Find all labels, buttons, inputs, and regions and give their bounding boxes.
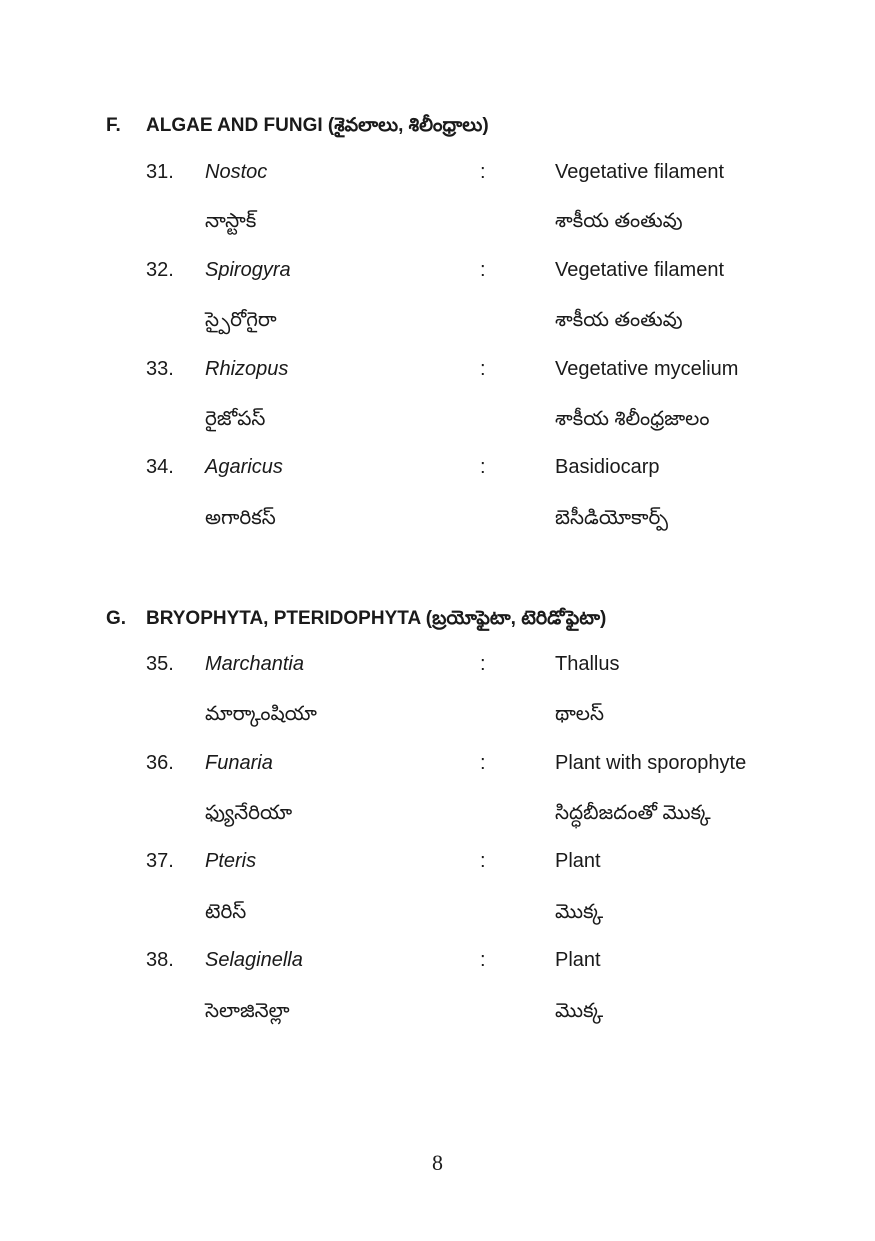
specimen-number: 38.: [146, 949, 174, 971]
specimen-row: [0, 752, 875, 782]
specimen-description-telugu: మొక్క: [555, 1000, 604, 1022]
specimen-name: Pteris: [205, 850, 257, 872]
specimen-description-telugu: శాకీయ శిలీంధ్రజాలం: [555, 408, 710, 430]
specimen-name-telugu: స్పైరోగైరా: [205, 309, 277, 331]
specimen-number: 31.: [146, 161, 174, 183]
specimen-row-telugu: [0, 703, 875, 733]
specimen-name: Selaginella: [205, 949, 303, 971]
specimen-name-telugu: టెరిస్: [205, 901, 247, 923]
specimen-row: [0, 259, 875, 289]
specimen-description-telugu: మొక్క: [555, 901, 604, 923]
specimen-description: Plant: [555, 949, 601, 971]
specimen-row: [0, 161, 875, 191]
specimen-description: Vegetative filament: [555, 161, 724, 183]
separator-colon: :: [480, 850, 486, 872]
specimen-name-telugu: నాస్టాక్: [205, 210, 257, 232]
specimen-name: Nostoc: [205, 161, 268, 183]
separator-colon: :: [480, 358, 486, 380]
specimen-row-telugu: [0, 802, 875, 832]
separator-colon: :: [480, 949, 486, 971]
specimen-number: 32.: [146, 259, 174, 281]
specimen-number: 36.: [146, 752, 174, 774]
section-heading: [106, 115, 489, 141]
separator-colon: :: [480, 259, 486, 281]
specimen-number: 34.: [146, 456, 174, 478]
separator-colon: :: [480, 752, 486, 774]
specimen-name-telugu: సెలాజినెల్లా: [205, 1000, 290, 1022]
section-title: ALGAE AND FUNGI (శైవలాలు, శిలీంధ్రాలు): [146, 115, 489, 136]
specimen-description-telugu: శాకీయ తంతువు: [555, 210, 683, 232]
specimen-description-telugu: బెసీడియోకార్ప్: [555, 507, 669, 529]
specimen-number: 33.: [146, 358, 174, 380]
section-title: BRYOPHYTA, PTERIDOPHYTA (బ్రయోఫైటా, టెరిడోఫైటా): [146, 608, 607, 629]
specimen-name: Marchantia: [205, 653, 304, 675]
specimen-description: Basidiocarp: [555, 456, 660, 478]
specimen-description: Vegetative filament: [555, 259, 724, 281]
specimen-row: [0, 949, 875, 979]
specimen-row-telugu: [0, 210, 875, 240]
specimen-description: Plant with sporophyte: [555, 752, 747, 774]
specimen-name: Spirogyra: [205, 259, 291, 281]
specimen-row-telugu: [0, 1000, 875, 1030]
specimen-row-telugu: [0, 309, 875, 339]
specimen-number: 35.: [146, 653, 174, 675]
specimen-name: Agaricus: [205, 456, 283, 478]
section-letter: F.: [106, 115, 121, 136]
specimen-name-telugu: రైజోపస్: [205, 408, 266, 430]
specimen-row-telugu: [0, 901, 875, 931]
specimen-description: Plant: [555, 850, 601, 872]
specimen-description: Vegetative mycelium: [555, 358, 739, 380]
specimen-name-telugu: అగారికస్: [205, 507, 276, 529]
section-heading: [106, 608, 606, 634]
specimen-name-telugu: మార్కాంషియా: [205, 703, 317, 725]
specimen-description-telugu: సిద్ధబీజదంతో మొక్క: [555, 802, 711, 824]
specimen-name: Rhizopus: [205, 358, 289, 380]
specimen-name-telugu: ఫ్యునేరియా: [205, 802, 293, 824]
specimen-description-telugu: థాలస్: [555, 703, 605, 725]
section-letter: G.: [106, 608, 127, 629]
specimen-name: Funaria: [205, 752, 273, 774]
separator-colon: :: [480, 456, 486, 478]
specimen-row-telugu: [0, 408, 875, 438]
specimen-row: [0, 358, 875, 388]
specimen-description: Thallus: [555, 653, 620, 675]
specimen-number: 37.: [146, 850, 174, 872]
separator-colon: :: [480, 653, 486, 675]
specimen-row: [0, 850, 875, 880]
specimen-row-telugu: [0, 507, 875, 537]
specimen-row: [0, 653, 875, 683]
specimen-description-telugu: శాకీయ తంతువు: [555, 309, 683, 331]
page-number: 8: [432, 1150, 443, 1175]
separator-colon: :: [480, 161, 486, 183]
specimen-row: [0, 456, 875, 486]
